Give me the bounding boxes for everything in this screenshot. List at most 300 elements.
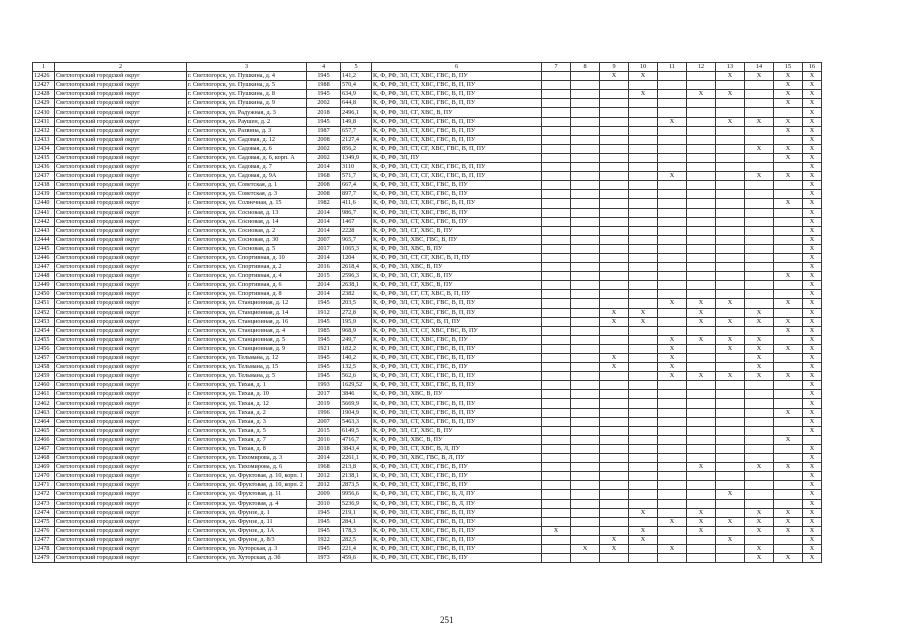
- systems-cell: К, Ф, РФ, ЭЛ, СТ, СГ, ХВС, ГВС, В, П, ПУ: [372, 144, 542, 153]
- mark-cell: X: [629, 508, 658, 517]
- area-cell: 2228: [341, 226, 372, 235]
- mark-cell: X: [600, 354, 629, 363]
- mark-cell: [542, 81, 571, 90]
- mark-cell: [774, 181, 803, 190]
- mark-cell: [745, 226, 774, 235]
- mark-cell: [629, 235, 658, 244]
- mark-cell: [629, 208, 658, 217]
- mark-cell: X: [774, 508, 803, 517]
- mark-cell: [571, 535, 600, 544]
- address-cell: г. Светлогорск, ул. Садовая, д. 6, корп. А: [187, 153, 307, 162]
- address-cell: г. Светлогорск, ул. Станционная, д. 12: [187, 299, 307, 308]
- mark-cell: X: [600, 544, 629, 553]
- municipality-cell: Светлогорский городской округ: [55, 144, 187, 153]
- mark-cell: [745, 263, 774, 272]
- mark-cell: X: [803, 272, 822, 281]
- mark-cell: X: [600, 317, 629, 326]
- mark-cell: [542, 354, 571, 363]
- year-cell: 1945: [307, 299, 341, 308]
- table-row: [33, 490, 822, 499]
- mark-cell: X: [745, 363, 774, 372]
- area-cell: 411,6: [341, 199, 372, 208]
- table-row: [33, 535, 822, 544]
- mark-cell: [687, 253, 716, 262]
- row-number: 12441: [33, 208, 55, 217]
- municipality-cell: Светлогорский городской округ: [55, 490, 187, 499]
- address-cell: г. Светлогорск, ул. Фруктовая, д. 4: [187, 499, 307, 508]
- area-cell: 140,2: [341, 354, 372, 363]
- address-cell: г. Светлогорск, ул. Тихая, д. 2: [187, 408, 307, 417]
- table-row: [33, 99, 822, 108]
- mark-cell: [571, 408, 600, 417]
- municipality-cell: Светлогорский городской округ: [55, 508, 187, 517]
- systems-cell: К, Ф, РФ, ЭЛ, СТ, ХВС, ГВС, В, П, ПУ: [372, 526, 542, 535]
- address-cell: г. Светлогорск, ул. Спортивная, д. 10: [187, 253, 307, 262]
- mark-cell: [687, 354, 716, 363]
- mark-cell: X: [803, 208, 822, 217]
- year-cell: 1968: [307, 463, 341, 472]
- systems-cell: К, Ф, РФ, ЭЛ, СТ, ХВС, В, Л, ПУ: [372, 444, 542, 453]
- table-row: [33, 317, 822, 326]
- mark-cell: [542, 253, 571, 262]
- mark-cell: X: [774, 372, 803, 381]
- mark-cell: [542, 344, 571, 353]
- mark-cell: [542, 226, 571, 235]
- mark-cell: [687, 244, 716, 253]
- mark-cell: [571, 335, 600, 344]
- mark-cell: [542, 235, 571, 244]
- systems-cell: К, Ф, РФ, ЭЛ, СТ, ХВС, ГВС, В, ПУ: [372, 472, 542, 481]
- address-cell: г. Светлогорск, ул. Спортивная, д. 4: [187, 272, 307, 281]
- row-number: 12468: [33, 454, 55, 463]
- mark-cell: [571, 272, 600, 281]
- address-cell: г. Светлогорск, ул. Пушкина, д. 5: [187, 81, 307, 90]
- mark-cell: [571, 499, 600, 508]
- address-cell: г. Светлогорск, ул. Пушкина, д. 4: [187, 72, 307, 81]
- mark-cell: [571, 235, 600, 244]
- mark-cell: X: [803, 244, 822, 253]
- row-number: 12471: [33, 481, 55, 490]
- systems-cell: К, Ф, РФ, ЭЛ, СТ, СГ, ХВС, В, П, ПУ: [372, 253, 542, 262]
- mark-cell: [600, 372, 629, 381]
- municipality-cell: Светлогорский городской округ: [55, 544, 187, 553]
- mark-cell: X: [774, 554, 803, 563]
- area-cell: 897,7: [341, 190, 372, 199]
- mark-cell: [774, 108, 803, 117]
- mark-cell: [542, 463, 571, 472]
- mark-cell: X: [803, 417, 822, 426]
- year-cell: 2002: [307, 99, 341, 108]
- area-cell: 459,6: [341, 554, 372, 563]
- mark-cell: [571, 490, 600, 499]
- mark-cell: [542, 299, 571, 308]
- mark-cell: [542, 472, 571, 481]
- mark-cell: [629, 163, 658, 172]
- mark-cell: [745, 153, 774, 162]
- area-cell: 203,5: [341, 299, 372, 308]
- mark-cell: [658, 281, 687, 290]
- mark-cell: [542, 199, 571, 208]
- area-cell: 570,4: [341, 81, 372, 90]
- mark-cell: [571, 172, 600, 181]
- year-cell: 1945: [307, 526, 341, 535]
- municipality-cell: Светлогорский городской округ: [55, 417, 187, 426]
- row-number: 12432: [33, 126, 55, 135]
- municipality-cell: Светлогорский городской округ: [55, 244, 187, 253]
- systems-cell: К, Ф, РФ, ЭЛ, СТ, ХВС, ГВС, В, П, ПУ: [372, 544, 542, 553]
- year-cell: 2014: [307, 217, 341, 226]
- mark-cell: [687, 181, 716, 190]
- mark-cell: X: [774, 463, 803, 472]
- mark-cell: [658, 126, 687, 135]
- mark-cell: [629, 217, 658, 226]
- year-cell: 2012: [307, 472, 341, 481]
- mark-cell: X: [803, 90, 822, 99]
- column-number-5: 5: [341, 63, 372, 72]
- mark-cell: X: [803, 163, 822, 172]
- mark-cell: [571, 372, 600, 381]
- year-cell: 1912: [307, 308, 341, 317]
- mark-cell: [687, 199, 716, 208]
- mark-cell: [716, 144, 745, 153]
- mark-cell: [542, 244, 571, 253]
- table-row: [33, 435, 822, 444]
- year-cell: 2017: [307, 390, 341, 399]
- systems-cell: К, Ф, РФ, ЭЛ, ПУ: [372, 153, 542, 162]
- mark-cell: [687, 81, 716, 90]
- year-cell: 2017: [307, 244, 341, 253]
- mark-cell: [658, 481, 687, 490]
- mark-cell: [629, 481, 658, 490]
- year-cell: 1945: [307, 117, 341, 126]
- year-cell: 1982: [307, 199, 341, 208]
- mark-cell: [716, 81, 745, 90]
- area-cell: 141,2: [341, 72, 372, 81]
- year-cell: 1987: [307, 126, 341, 135]
- mark-cell: [716, 163, 745, 172]
- mark-cell: [571, 217, 600, 226]
- table-row: [33, 308, 822, 317]
- municipality-cell: Светлогорский городской округ: [55, 272, 187, 281]
- year-cell: 2014: [307, 281, 341, 290]
- mark-cell: [571, 426, 600, 435]
- municipality-cell: Светлогорский городской округ: [55, 263, 187, 272]
- mark-cell: [658, 99, 687, 108]
- mark-cell: [745, 435, 774, 444]
- year-cell: 2007: [307, 235, 341, 244]
- address-cell: г. Светлогорск, ул. Тихомирова, д. 6: [187, 463, 307, 472]
- area-cell: 856,2: [341, 144, 372, 153]
- mark-cell: [571, 244, 600, 253]
- area-cell: 2127,4: [341, 135, 372, 144]
- area-cell: 9956,6: [341, 490, 372, 499]
- mark-cell: [803, 435, 822, 444]
- row-number: 12438: [33, 181, 55, 190]
- row-number: 12453: [33, 317, 55, 326]
- municipality-cell: Светлогорский городской округ: [55, 472, 187, 481]
- mark-cell: [600, 163, 629, 172]
- mark-cell: [687, 381, 716, 390]
- systems-cell: К, Ф, РФ, ЭЛ, ХВС, В, ПУ: [372, 390, 542, 399]
- municipality-cell: Светлогорский городской округ: [55, 217, 187, 226]
- mark-cell: X: [629, 535, 658, 544]
- mark-cell: X: [745, 172, 774, 181]
- mark-cell: X: [687, 508, 716, 517]
- table-row: [33, 190, 822, 199]
- systems-cell: К, Ф, РФ, ЭЛ, СТ, СГ, ХВС, ГВС, В, П, ПУ: [372, 172, 542, 181]
- municipality-cell: Светлогорский городской округ: [55, 390, 187, 399]
- area-cell: 178,3: [341, 526, 372, 535]
- mark-cell: [774, 208, 803, 217]
- row-number: 12450: [33, 290, 55, 299]
- mark-cell: [629, 299, 658, 308]
- mark-cell: [629, 499, 658, 508]
- mark-cell: X: [774, 272, 803, 281]
- mark-cell: X: [629, 72, 658, 81]
- year-cell: 1945: [307, 90, 341, 99]
- table-row: [33, 499, 822, 508]
- mark-cell: [774, 472, 803, 481]
- mark-cell: [687, 390, 716, 399]
- mark-cell: X: [687, 90, 716, 99]
- row-number: 12479: [33, 554, 55, 563]
- area-cell: 213,8: [341, 463, 372, 472]
- systems-cell: К, Ф, РФ, ЭЛ, СГ, ХВС, В, ПУ: [372, 272, 542, 281]
- mark-cell: [716, 426, 745, 435]
- mark-cell: [658, 81, 687, 90]
- mark-cell: [600, 463, 629, 472]
- mark-cell: [774, 417, 803, 426]
- mark-cell: [716, 390, 745, 399]
- mark-cell: [571, 454, 600, 463]
- column-number-4: 4: [307, 63, 341, 72]
- mark-cell: [716, 444, 745, 453]
- systems-cell: К, Ф, РФ, ЭЛ, СТ, ХВС, ГВС, В, П, ПУ: [372, 354, 542, 363]
- mark-cell: [542, 499, 571, 508]
- mark-cell: [629, 144, 658, 153]
- mark-cell: [774, 454, 803, 463]
- mark-cell: [629, 517, 658, 526]
- mark-cell: [658, 263, 687, 272]
- table-row: [33, 144, 822, 153]
- table-row: [33, 463, 822, 472]
- mark-cell: X: [803, 517, 822, 526]
- table-row: [33, 381, 822, 390]
- mark-cell: X: [774, 81, 803, 90]
- mark-cell: X: [658, 117, 687, 126]
- row-number: 12463: [33, 408, 55, 417]
- mark-cell: X: [803, 72, 822, 81]
- mark-cell: [600, 199, 629, 208]
- mark-cell: [687, 153, 716, 162]
- area-cell: 195,9: [341, 317, 372, 326]
- mark-cell: [629, 490, 658, 499]
- mark-cell: [600, 472, 629, 481]
- area-cell: 221,4: [341, 544, 372, 553]
- mark-cell: [542, 308, 571, 317]
- table-row: [33, 163, 822, 172]
- mark-cell: [629, 444, 658, 453]
- mark-cell: X: [774, 99, 803, 108]
- mark-cell: [571, 317, 600, 326]
- mark-cell: [600, 172, 629, 181]
- column-number-14: 14: [745, 63, 774, 72]
- mark-cell: X: [803, 308, 822, 317]
- year-cell: 2016: [307, 435, 341, 444]
- year-cell: 1945: [307, 363, 341, 372]
- year-cell: 1945: [307, 354, 341, 363]
- mark-cell: [571, 472, 600, 481]
- mark-cell: [658, 454, 687, 463]
- mark-cell: [774, 444, 803, 453]
- column-number-6: 6: [372, 63, 542, 72]
- table-row: [33, 454, 822, 463]
- systems-cell: К, Ф, РФ, ЭЛ, СТ, ХВС, ГВС, В, ПУ: [372, 335, 542, 344]
- municipality-cell: Светлогорский городской округ: [55, 481, 187, 490]
- mark-cell: X: [803, 372, 822, 381]
- mark-cell: X: [774, 172, 803, 181]
- mark-cell: X: [687, 517, 716, 526]
- mark-cell: X: [803, 99, 822, 108]
- mark-cell: [571, 153, 600, 162]
- year-cell: 2018: [307, 108, 341, 117]
- area-cell: 4716,7: [341, 435, 372, 444]
- municipality-cell: Светлогорский городской округ: [55, 335, 187, 344]
- row-number: 12472: [33, 490, 55, 499]
- mark-cell: [658, 381, 687, 390]
- mark-cell: [745, 390, 774, 399]
- mark-cell: [542, 417, 571, 426]
- mark-cell: X: [542, 526, 571, 535]
- mark-cell: X: [571, 544, 600, 553]
- mark-cell: [687, 281, 716, 290]
- mark-cell: [774, 308, 803, 317]
- area-cell: 1204: [341, 253, 372, 262]
- mark-cell: [745, 281, 774, 290]
- address-cell: г. Светлогорск, ул. Советская, д. 1: [187, 181, 307, 190]
- mark-cell: [629, 463, 658, 472]
- register-table: [32, 62, 822, 563]
- mark-cell: [745, 535, 774, 544]
- mark-cell: X: [803, 535, 822, 544]
- row-number: 12444: [33, 235, 55, 244]
- area-cell: 2138,1: [341, 472, 372, 481]
- mark-cell: [629, 99, 658, 108]
- mark-cell: [629, 244, 658, 253]
- mark-cell: [687, 217, 716, 226]
- row-number: 12473: [33, 499, 55, 508]
- mark-cell: X: [774, 153, 803, 162]
- mark-cell: [687, 472, 716, 481]
- mark-cell: [542, 190, 571, 199]
- mark-cell: [629, 344, 658, 353]
- mark-cell: [658, 153, 687, 162]
- mark-cell: [745, 244, 774, 253]
- systems-cell: К, Ф, РФ, ЭЛ, СТ, ХВС, ГВС, В, П, ПУ: [372, 535, 542, 544]
- area-cell: 644,8: [341, 99, 372, 108]
- systems-cell: К, Ф, РФ, ЭЛ, СТ, ХВС, В, П, ПУ: [372, 317, 542, 326]
- area-cell: 5669,9: [341, 399, 372, 408]
- row-number: 12470: [33, 472, 55, 481]
- mark-cell: [716, 235, 745, 244]
- mark-cell: [745, 126, 774, 135]
- mark-cell: X: [745, 517, 774, 526]
- mark-cell: [658, 108, 687, 117]
- mark-cell: [658, 135, 687, 144]
- page-number: 251: [440, 615, 454, 625]
- mark-cell: [716, 408, 745, 417]
- mark-cell: [658, 490, 687, 499]
- municipality-cell: Светлогорский городской округ: [55, 235, 187, 244]
- address-cell: г. Светлогорск, ул. Фруктовая, д. 10, корп. 2: [187, 481, 307, 490]
- mark-cell: X: [658, 363, 687, 372]
- mark-cell: X: [803, 526, 822, 535]
- mark-cell: [600, 454, 629, 463]
- table-row: [33, 135, 822, 144]
- mark-cell: [571, 481, 600, 490]
- row-number: 12430: [33, 108, 55, 117]
- systems-cell: К, Ф, РФ, ЭЛ, СТ, ХВС, ГВС, В, П, ПУ: [372, 508, 542, 517]
- mark-cell: [716, 208, 745, 217]
- systems-cell: К, Ф, РФ, ЭЛ, СТ, ХВС, ГВС, В, ПУ: [372, 208, 542, 217]
- address-cell: г. Светлогорск, ул. Сосновая, д. 5: [187, 244, 307, 253]
- municipality-cell: Светлогорский городской округ: [55, 90, 187, 99]
- address-cell: г. Светлогорск, ул. Радужная, д. 3: [187, 108, 307, 117]
- mark-cell: [542, 481, 571, 490]
- mark-cell: X: [658, 335, 687, 344]
- systems-cell: К, Ф, РФ, ЭЛ, СТ, ХВС, ГВС, В, П, ПУ: [372, 344, 542, 353]
- address-cell: г. Светлогорск, ул. Фрунзе, д. 11: [187, 517, 307, 526]
- address-cell: г. Светлогорск, ул. Тихая, д. 8: [187, 444, 307, 453]
- year-cell: 1945: [307, 517, 341, 526]
- systems-cell: К, Ф, РФ, ЭЛ, СГ, ХВС, В, ПУ: [372, 426, 542, 435]
- row-number: 12478: [33, 544, 55, 553]
- mark-cell: [658, 144, 687, 153]
- row-number: 12434: [33, 144, 55, 153]
- mark-cell: X: [803, 199, 822, 208]
- mark-cell: [774, 481, 803, 490]
- systems-cell: К, Ф, РФ, ЭЛ, СТ, ХВС, ГВС, В, П, ПУ: [372, 117, 542, 126]
- mark-cell: [745, 299, 774, 308]
- address-cell: г. Светлогорск, ул. Сосновая, д. 14: [187, 217, 307, 226]
- mark-cell: [542, 326, 571, 335]
- mark-cell: [716, 554, 745, 563]
- mark-cell: [687, 554, 716, 563]
- table-row: [33, 290, 822, 299]
- municipality-cell: Светлогорский городской округ: [55, 226, 187, 235]
- column-number-16: 16: [803, 63, 822, 72]
- address-cell: г. Светлогорск, ул. Тихая, д. 3: [187, 417, 307, 426]
- mark-cell: [542, 117, 571, 126]
- row-number: 12449: [33, 281, 55, 290]
- mark-cell: [687, 454, 716, 463]
- mark-cell: [745, 272, 774, 281]
- area-cell: 2596,3: [341, 272, 372, 281]
- mark-cell: [687, 172, 716, 181]
- mark-cell: [571, 444, 600, 453]
- column-number-9: 9: [600, 63, 629, 72]
- mark-cell: [542, 426, 571, 435]
- mark-cell: [716, 417, 745, 426]
- mark-cell: [745, 481, 774, 490]
- year-cell: 2007: [307, 417, 341, 426]
- mark-cell: [658, 90, 687, 99]
- column-number-12: 12: [687, 63, 716, 72]
- row-number: 12436: [33, 163, 55, 172]
- mark-cell: [600, 417, 629, 426]
- mark-cell: [716, 381, 745, 390]
- area-cell: 249,7: [341, 335, 372, 344]
